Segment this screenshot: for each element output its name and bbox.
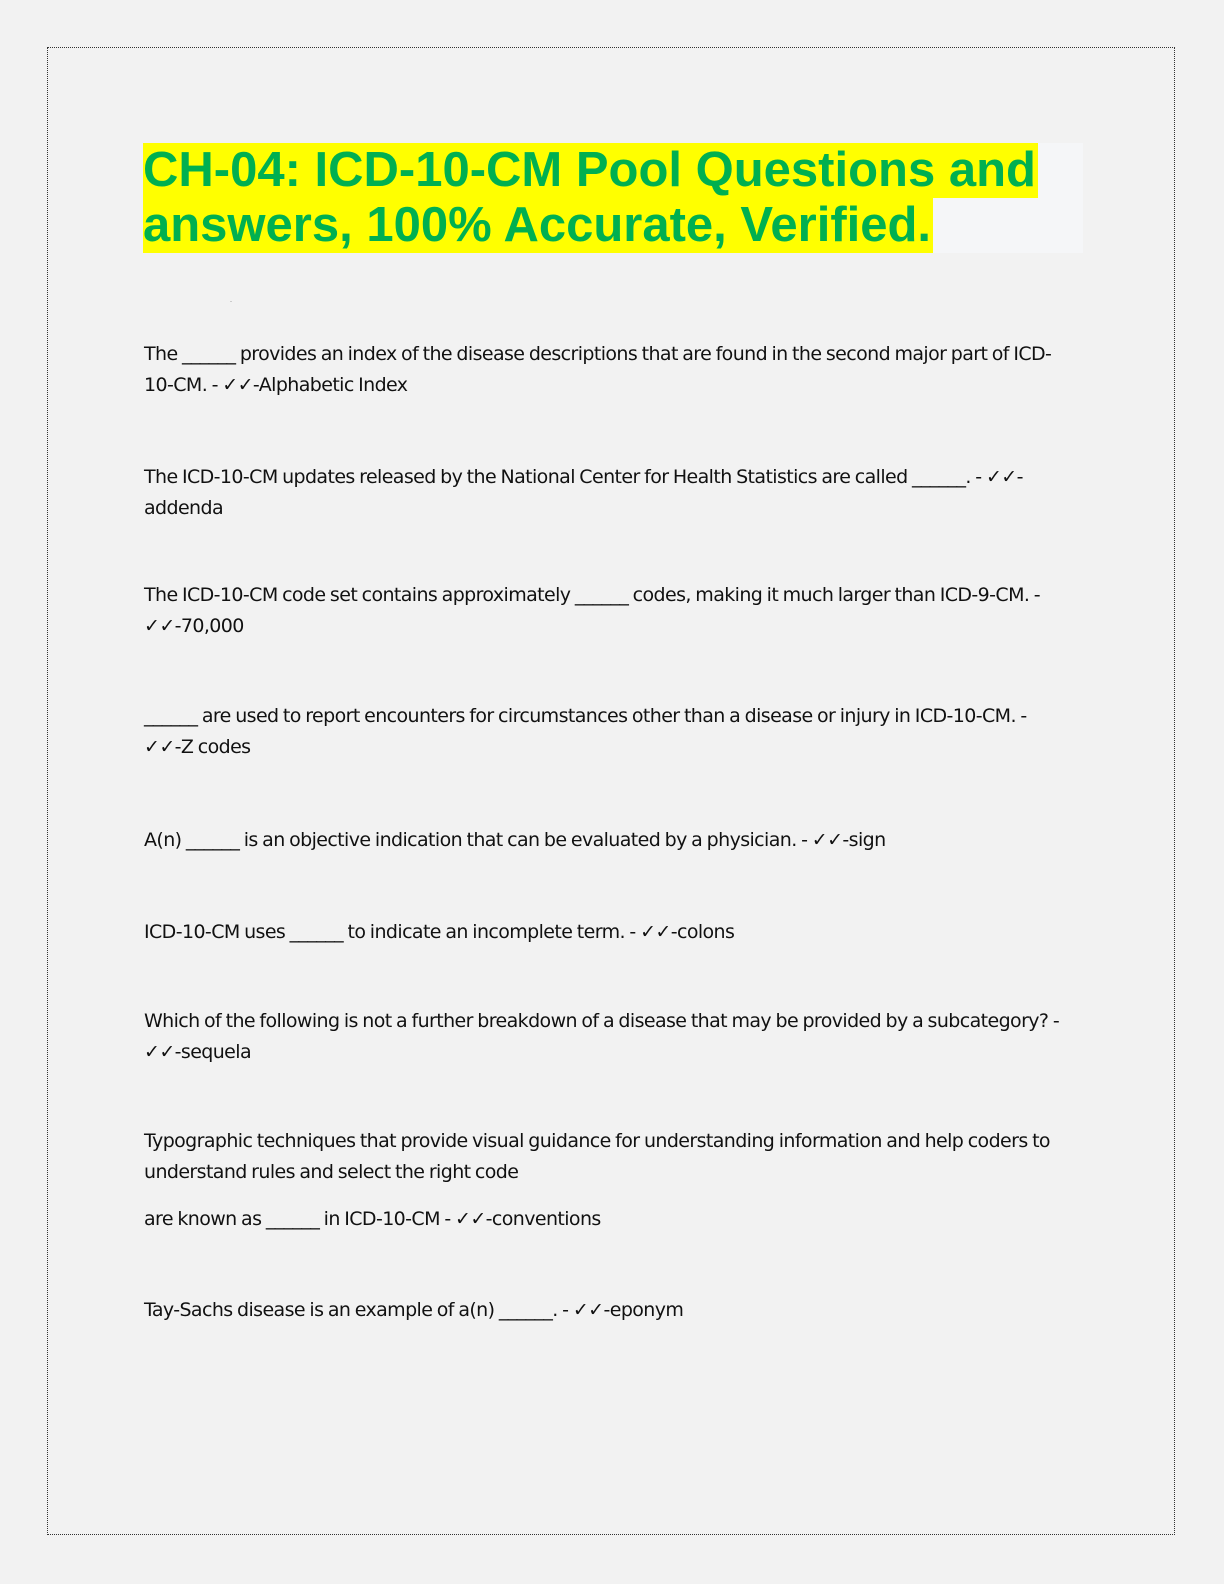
qa-line: ICD-10-CM uses ______ to indicate an incomplete term. - ✓✓-colons [144, 921, 735, 943]
title-block [143, 143, 1083, 253]
qa-item-2 [144, 462, 1084, 524]
qa-line: ✓✓-sequela [144, 1041, 251, 1063]
title-line-2: answers, 100% Accurate, Verified. [143, 198, 932, 252]
qa-line: 10-CM. - ✓✓-Alphabetic Index [144, 374, 408, 396]
title-line-1: CH-04: ICD-10-CM Pool Questions and [143, 143, 1036, 197]
qa-line: ✓✓-Z codes [144, 736, 251, 758]
qa-item-5 [144, 825, 1084, 856]
qa-line: The ICD-10-CM updates released by the National Center for Health Statistics are called ______. - ✓✓- [144, 466, 1023, 488]
qa-line: A(n) ______ is an objective indication that can be evaluated by a physician. - ✓✓-sign [144, 829, 886, 851]
qa-item-1 [144, 339, 1084, 401]
qa-line: ✓✓-70,000 [144, 615, 244, 637]
qa-line: Tay-Sachs disease is an example of a(n) ______. - ✓✓-eponym [144, 1299, 684, 1321]
qa-item-6 [144, 917, 1084, 948]
stray-mark [230, 301, 232, 302]
qa-item-3 [144, 580, 1084, 642]
qa-line: addenda [144, 497, 223, 519]
qa-line: Typographic techniques that provide visual guidance for understanding information and help coders to [144, 1130, 1050, 1152]
qa-item-7 [144, 1006, 1084, 1068]
qa-item-9 [144, 1295, 1084, 1326]
qa-line: are known as ______ in ICD-10-CM - ✓✓-conventions [144, 1208, 601, 1230]
qa-line: The ICD-10-CM code set contains approximately ______ codes, making it much larger than ICD-9-CM. - [144, 584, 1041, 606]
qa-item-4 [144, 701, 1084, 763]
qa-line: The ______ provides an index of the disease descriptions that are found in the second major part of ICD- [144, 343, 1052, 365]
qa-line: understand rules and select the right code [144, 1161, 519, 1183]
qa-line: ______ are used to report encounters for circumstances other than a disease or injury in ICD-10-CM. - [144, 705, 1027, 727]
qa-item-8 [144, 1126, 1084, 1235]
qa-line: Which of the following is not a further breakdown of a disease that may be provided by a subcategory? - [144, 1010, 1060, 1032]
